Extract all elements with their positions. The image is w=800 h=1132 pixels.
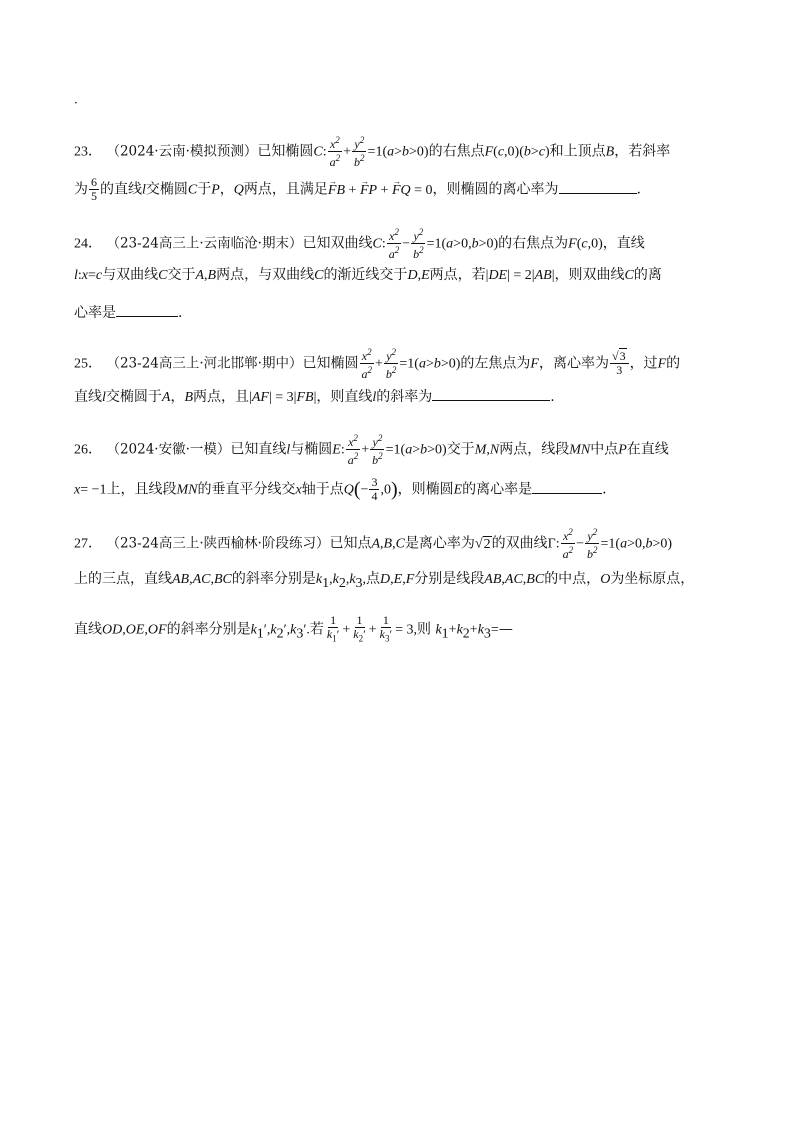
answer-dash: — <box>498 621 513 638</box>
problem-23-line-1: 23． （2024·云南·模拟预测）已知椭圆C: $\frac{x^2}{a^2}$ + $\frac{y^2}{b^2}$ =1(a>b>0)的右焦点F(c,0)(b>c)和上顶点B，若斜率 <box>74 135 671 169</box>
math-frac: $\frac{y^2}{b^2}$ <box>413 227 424 261</box>
problem-number: 26． <box>74 442 102 458</box>
vector-equation: → FB + → FP + → FQ = 0 <box>328 183 433 198</box>
problem-number: 23． <box>74 144 102 160</box>
math-frac: $\frac{3}{4}$ <box>371 475 378 503</box>
problem-source: （23-24高三上·陕西榆林·阶段练习） <box>106 535 330 552</box>
page-marker: · <box>74 96 78 110</box>
math-frac: $\frac{x^2}{a^2}$ <box>361 347 372 381</box>
math-frac: $\frac{1}{k_1'}$ <box>326 613 340 644</box>
math-frac: $\frac{x^2}{a^2}$ <box>347 433 359 467</box>
math-frac: $\frac{1}{k_2'}$ <box>353 613 366 644</box>
problem-24-line-3: 心率是 . <box>74 302 734 324</box>
problem-number: 27． <box>74 536 102 552</box>
math-frac: $\frac{√3}{3}$ <box>610 350 629 377</box>
problem-27-line-2: 上的三点，直线AB,AC,BC的斜率分别是$k_1,k_2,k_3$,点D,E,F分别是线段AB,AC,BC的中点，O为坐标原点， <box>74 571 695 591</box>
answer-blank[interactable] <box>532 479 602 494</box>
math-frac: $\frac{y^2}{b^2}$ <box>587 527 598 561</box>
math-frac: $\frac{x^2}{a^2}$ <box>329 135 341 169</box>
math-frac: $\frac{y^2}{b^2}$ <box>385 347 397 381</box>
problem-27-line-1: 27． （23-24高三上·陕西榆林·阶段练习）已知点A,B,C是离心率为√2的双曲线Γ: $\frac{x^2}{a^2}$ − $\frac{y^2}{b^2}$ =1(a>0,b>0) <box>74 527 673 561</box>
problem-27-line-3: 直线OD,OE,OF的斜率分别是$k_1',k_2',k_3'$.若 $\frac{1}{k_1'}$ + $\frac{1}{k_2'}$ + $\frac{1}{k_3'}$ = 3,则 $k_1+k_2+k_3=—$ <box>74 613 513 644</box>
problem-26-line-2: x= −1上，且线段MN的垂直平分线交x轴于点Q(− $\frac{3}{4}$ ,0)，则椭圆E的离心率是 . <box>74 475 607 503</box>
math-sqrt: √2 <box>474 536 491 552</box>
answer-blank[interactable] <box>116 302 178 317</box>
answer-blank[interactable] <box>432 386 550 401</box>
problem-source: （2024·云南·模拟预测） <box>106 143 258 160</box>
math-frac: $\frac{1}{k_3'}$ <box>379 613 393 644</box>
problem-source: （2024·安徽·一模） <box>106 441 231 458</box>
problem-24-line-1: 24． （23-24高三上·云南临沧·期末）已知双曲线C: $\frac{x^2}{a^2}$ − $\frac{y^2}{b^2}$ =1(a>0,b>0)的右焦点为F(c,0)，直线 <box>74 227 645 261</box>
math-expr: F <box>484 144 494 160</box>
math-frac: $\frac{6}{5}$ <box>91 175 97 203</box>
problem-23-line-2: 为 $\frac{6}{5}$ 的直线l交椭圆C于P，Q两点，且满足→ FB + → FP + → FQ = 0，则椭圆的离心率为 . <box>74 176 734 203</box>
math-expr: C <box>313 144 323 160</box>
math-frac: $\frac{x^2}{a^2}$ <box>562 527 574 561</box>
problem-number: 25． <box>74 356 102 372</box>
problem-source: （23-24高三上·河北邯郸·期中） <box>106 355 303 372</box>
problem-source: （23-24高三上·云南临沧·期末） <box>106 235 303 252</box>
answer-blank[interactable] <box>559 179 637 194</box>
math-frac: $\frac{y^2}{b^2}$ <box>354 135 365 169</box>
problem-25-line-1: 25． （23-24高三上·河北邯郸·期中）已知椭圆 $\frac{x^2}{a^2}$ + $\frac{y^2}{b^2}$ =1(a>b>0)的左焦点为F，离心率为 $\frac{√3}{3}$ ，过F的 <box>74 347 681 381</box>
problem-25-line-2: 直线l交椭圆于A，B两点，且|AF| = 3|FB|，则直线l的斜率为 . <box>74 386 734 409</box>
math-frac: $\frac{x^2}{a^2}$ <box>388 227 400 261</box>
problem-24-line-2: l:x=c与双曲线C交于A,B两点，与双曲线C的渐近线交于D,E两点，若|DE| = 2|AB|，则双曲线C的离 <box>74 267 662 283</box>
problem-number: 24． <box>74 236 102 252</box>
problem-26-line-1: 26． （2024·安徽·一模）已知直线l与椭圆E: $\frac{x^2}{a^2}$ + $\frac{y^2}{b^2}$ =1(a>b>0)交于M,N两点，线段MN中点P在直线 <box>74 433 669 467</box>
math-frac: $\frac{y^2}{b^2}$ <box>372 433 383 467</box>
